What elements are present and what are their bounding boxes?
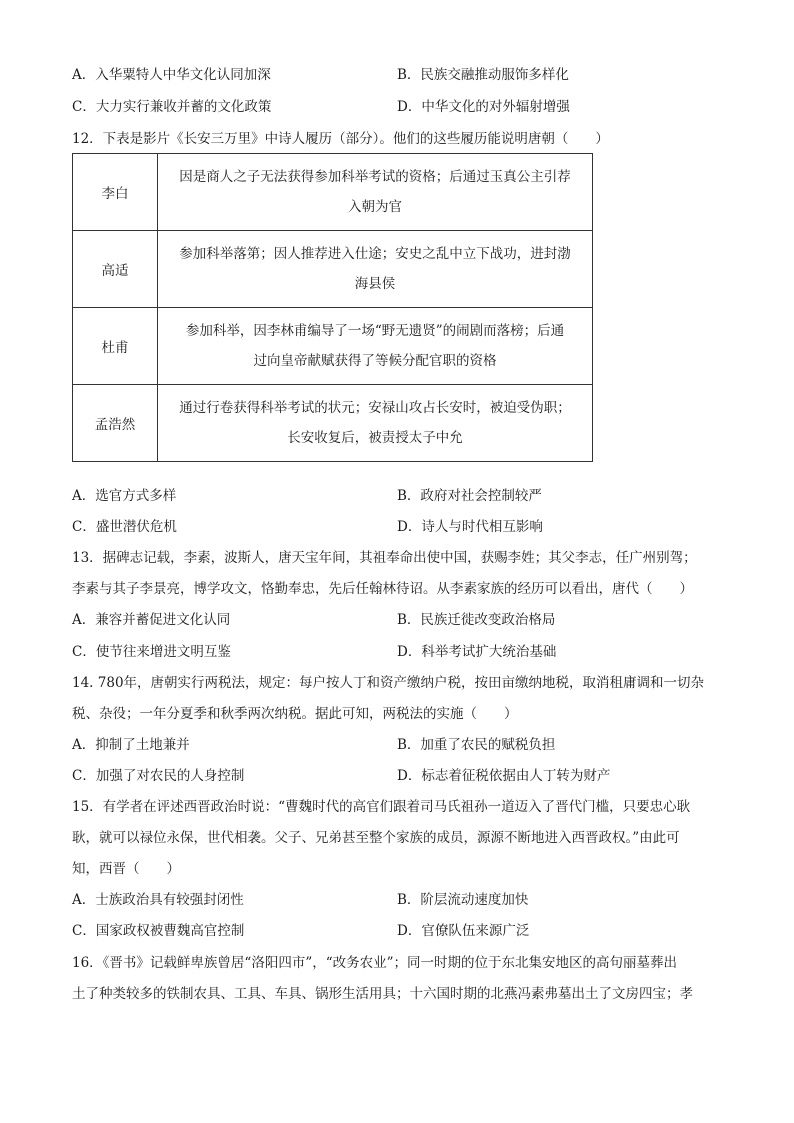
q14-stem-line1: 14. 780年，唐朝实行两税法，规定：每户按人丁和资产缴纳户税，按田亩缴纳地税，取消租庸调和一切杂 <box>72 675 705 691</box>
q12-option-b: B．政府对社会控制较严 <box>397 488 542 504</box>
q15-stem-line1: 15．有学者在评述西晋政治时说：“曹魏时代的高官们跟着司马氏祖孙一道迈入了晋代门槛，只要忠心耿 <box>72 799 691 815</box>
q12-option-c: C．盛世潜伏危机 <box>72 519 177 535</box>
q14-option-d: D．标志着征税依据由人丁转为财产 <box>397 768 611 784</box>
table-row <box>73 154 593 231</box>
poet-resume-line: 入朝为官 <box>348 199 402 215</box>
table-row <box>73 308 593 385</box>
q15-stem-line2: 耿，就可以禄位永保，世代相袭。父子、兄弟甚至整个家族的成员，源源不断地进入西晋政权。”由此可 <box>72 830 680 846</box>
q11-option-d: D．中华文化的对外辐射增强 <box>397 99 570 115</box>
q13-option-c: C．使节往来增进文明互鉴 <box>72 644 231 660</box>
q13-stem-line1: 13．据碑志记载，李素，波斯人，唐天宝年间，其祖奉命出使中国，获赐李姓；其父李志，任广州别驾； <box>72 550 697 566</box>
poet-resume-line: 参加科举，因李林甫编导了一场“野无遗贤”的闹剧而落榜；后通 <box>185 323 565 339</box>
q15-option-c: C．国家政权被曹魏高官控制 <box>72 923 245 939</box>
q11-option-a: A．入华粟特人中华文化认同加深 <box>72 67 271 83</box>
q16-stem-line2: 土了种类较多的铁制农具、工具、车具、锅形生活用具；十六国时期的北燕冯素弗墓出土了文房四宝；孝 <box>72 986 693 1002</box>
q13-option-d: D．科举考试扩大统治基础 <box>397 644 557 660</box>
q15-option-a: A．士族政治具有较强封闭性 <box>72 892 244 908</box>
q11-option-c: C．大力实行兼收并蓄的文化政策 <box>72 99 272 115</box>
q14-option-c: C．加强了对农民的人身控制 <box>72 768 245 784</box>
q11-option-b: B．民族交融推动服饰多样化 <box>397 67 569 83</box>
poet-resume-line: 过向皇帝献赋获得了等候分配官职的资格 <box>253 353 497 369</box>
poet-resume <box>158 308 593 385</box>
q15-option-d: D．官僚队伍来源广泛 <box>397 923 530 939</box>
poet-resume-line: 长安收复后，被责授太子中允 <box>287 430 463 446</box>
poet-resume-line: 通过行卷获得科举考试的状元；安禄山攻占长安时，被迫受伪职； <box>179 400 571 416</box>
q15-stem-line3: 知，西晋（ ） <box>72 861 180 877</box>
q12-option-d: D．诗人与时代相互影响 <box>397 519 543 535</box>
q12-stem: 12．下表是影片《长安三万里》中诗人履历（部分）。他们的这些履历能说明唐朝（ ） <box>72 131 609 147</box>
q13-option-a: A．兼容并蓄促进文化认同 <box>72 612 231 628</box>
poet-name: 李白 <box>73 154 158 231</box>
poet-resume-line: 因是商人之子无法获得参加科举考试的资格；后通过玉真公主引荐 <box>179 169 571 185</box>
table-row <box>73 231 593 308</box>
q14-option-b: B．加重了农民的赋税负担 <box>397 737 556 753</box>
poet-name: 高适 <box>73 231 158 308</box>
poet-name: 孟浩然 <box>73 385 158 462</box>
q16-stem-line1: 16．《晋书》记载鲜卑族曾居“洛阳四市”，“改务农业”；同一时期的位于东北集安地区的高句丽墓葬出 <box>72 955 678 971</box>
q13-option-b: B．民族迁徙改变政治格局 <box>397 612 556 628</box>
q14-stem-line2: 税、杂役；一年分夏季和秋季两次纳税。据此可知，两税法的实施（ ） <box>72 706 518 722</box>
q13-stem-line2: 李素与其子李景亮，博学攻文，恪勤奉忠，先后任翰林待诏。从李素家族的经历可以看出，唐代（ ） <box>72 581 693 597</box>
poet-resume-line: 参加科举落第；因人推荐进入仕途；安史之乱中立下战功，进封渤 <box>179 246 571 262</box>
q14-option-a: A．抑制了土地兼并 <box>72 737 190 753</box>
poet-resume <box>158 385 593 462</box>
poet-resume-table <box>72 153 593 462</box>
table-row <box>73 385 593 462</box>
poet-resume <box>158 154 593 231</box>
q15-option-b: B．阶层流动速度加快 <box>397 892 529 908</box>
poet-resume-line: 海县侯 <box>354 276 396 292</box>
poet-resume <box>158 231 593 308</box>
poet-name: 杜甫 <box>73 308 158 385</box>
q12-option-a: A．选官方式多样 <box>72 488 177 504</box>
